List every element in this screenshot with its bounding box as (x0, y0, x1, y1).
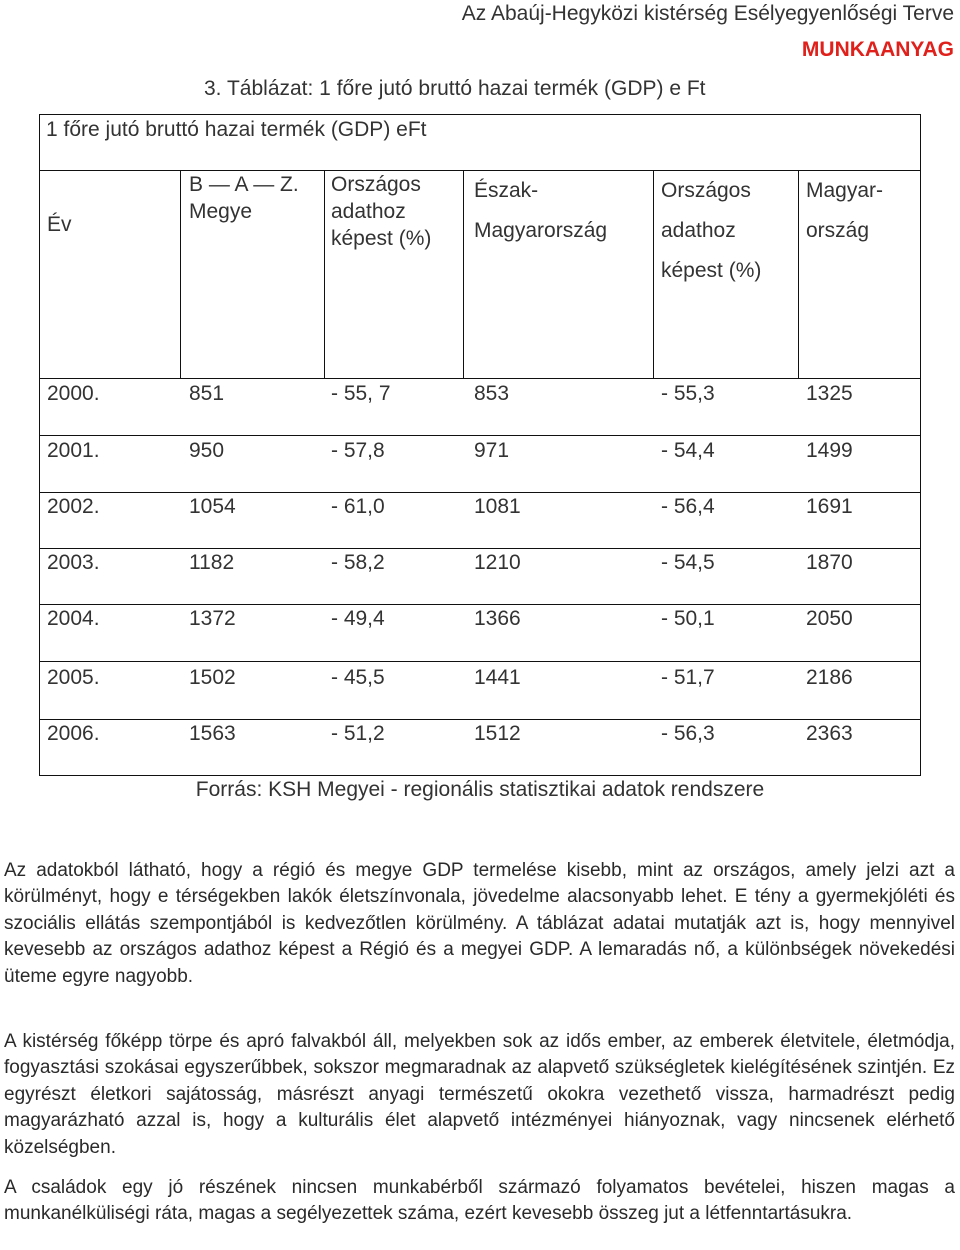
cell-county-pct: - 58,2 (331, 551, 385, 574)
cell-country: 2050 (806, 607, 853, 630)
cell-country: 2186 (806, 666, 853, 689)
row-divider (39, 435, 921, 436)
col-header-county-pct-line3: képest (%) (331, 227, 432, 250)
cell-country: 1499 (806, 439, 853, 462)
col-header-region (474, 171, 607, 251)
cell-region: 853 (474, 382, 510, 405)
cell-county: 1054 (189, 495, 236, 518)
draft-status-label: MUNKAANYAG (801, 38, 954, 61)
cell-county: 1372 (189, 607, 236, 630)
cell-county-pct: - 45,5 (331, 666, 385, 689)
row-divider (39, 719, 921, 720)
header-divider-3 (463, 170, 464, 378)
cell-country: 2363 (806, 722, 853, 745)
col-header-region-line1: Észak- (474, 179, 539, 202)
cell-country: 1691 (806, 495, 853, 518)
header-row-divider (39, 378, 921, 379)
header-divider-4 (653, 170, 654, 378)
cell-region: 971 (474, 439, 510, 462)
cell-region: 1512 (474, 722, 521, 745)
cell-year: 2002. (47, 495, 100, 518)
table-border-right (920, 114, 921, 776)
cell-region: 1081 (474, 495, 521, 518)
col-header-region-pct-line1: Országos (661, 179, 751, 202)
gdp-table (39, 114, 921, 776)
cell-county: 851 (189, 382, 225, 405)
cell-year: 2000. (47, 382, 100, 405)
cell-region-pct: - 56,4 (661, 495, 715, 518)
header-divider-2 (324, 170, 325, 378)
cell-region-pct: - 55,3 (661, 382, 715, 405)
cell-county: 1563 (189, 722, 236, 745)
table-caption: 3. Táblázat: 1 főre jutó bruttó hazai termék (GDP) e Ft (204, 77, 706, 100)
cell-region-pct: - 54,5 (661, 551, 715, 574)
document-title: Az Abaúj-Hegyközi kistérség Esélyegyenlőségi Terve (461, 2, 954, 25)
row-divider (39, 492, 921, 493)
col-header-county (189, 171, 299, 225)
row-divider (39, 661, 921, 662)
cell-county: 1182 (189, 551, 235, 574)
paragraph-family-income: A családok egy jó részének nincsen munkabérből származó folyamatos bevételei, hiszen magas a munkanélküliségi ráta, magas a segélyezettek száma, ezért kevesebb összeg jut a létfenntartásukra. (4, 1177, 955, 1225)
cell-region-pct: - 50,1 (661, 607, 715, 630)
cell-region: 1366 (474, 607, 521, 630)
col-header-county-line2: Megye (189, 200, 253, 223)
col-header-county-pct (331, 171, 431, 252)
table-source-note: Forrás: KSH Megyei - regionális statisztikai adatok rendszere (195, 778, 765, 801)
col-header-county-pct-line2: adathoz (331, 200, 406, 223)
cell-region: 1210 (474, 551, 521, 574)
col-header-region-pct (661, 171, 761, 291)
cell-county-pct: - 55, 7 (331, 382, 391, 405)
paragraph-settlement-structure: A kistérség főképp törpe és apró falvakból áll, melyekben sok az idős ember, az emberek életvitele, életmódja, fogyasztási szokásai egyszerűbbek, sokszor megmaradnak az alapvető szükségletek kielégítésének szintjén. Ez egyrészt életkori sajátosság, másrészt anyagi természetű okokra vezethető vissza, harmadrészt pedig magyarázható azzal is, hogy a kulturális élet alapvető intézményei hiányoznak, vagy nincsenek elérhető közelségben. (4, 1031, 955, 1158)
col-header-county-pct-line1: Országos (331, 173, 421, 196)
cell-region-pct: - 51,7 (661, 666, 715, 689)
col-header-country-line1: Magyar- (806, 179, 884, 202)
table-border-left (39, 114, 40, 776)
cell-year: 2005. (47, 666, 100, 689)
cell-year: 2006. (47, 722, 100, 745)
col-header-year: Év (47, 213, 72, 236)
row-divider (39, 548, 921, 549)
paragraph-gdp-analysis: Az adatokból látható, hogy a régió és megye GDP termelése kisebb, mint az országos, amely jelzi azt a körülményt, hogy e térségekben lakók életszínvonala, jövedelme alacsonyabb lehet. E tény a gyermekjóléti és szociális ellátás szempontjából is kedvezőtlen körülmény. A táblázat adatai mutatják azt is, hogy mennyivel kevesebb az országos adathoz képest a Régió és a megyei GDP. A lemaradás nő, a különbségek növekedési üteme egyre nagyobb. (4, 860, 955, 987)
header-divider-5 (798, 170, 799, 378)
col-header-country (806, 171, 883, 251)
table-title-row: 1 főre jutó bruttó hazai termék (GDP) eFt (46, 118, 427, 141)
cell-country: 1325 (806, 382, 853, 405)
cell-county-pct: - 51,2 (331, 722, 385, 745)
col-header-region-line2: Magyarország (474, 219, 608, 242)
cell-region: 1441 (474, 666, 521, 689)
cell-year: 2004. (47, 607, 100, 630)
cell-county-pct: - 61,0 (331, 495, 385, 518)
col-header-region-pct-line2: adathoz (661, 219, 736, 242)
col-header-county-line1: B — A — Z. (189, 173, 299, 196)
table-border-bottom (39, 775, 921, 776)
cell-country: 1870 (806, 551, 853, 574)
cell-year: 2001. (47, 439, 100, 462)
table-border-top (39, 114, 921, 115)
col-header-region-pct-line3: képest (%) (661, 259, 762, 282)
cell-year: 2003. (47, 551, 100, 574)
cell-county: 1502 (189, 666, 236, 689)
cell-county: 950 (189, 439, 225, 462)
col-header-country-line2: ország (806, 219, 870, 242)
cell-county-pct: - 49,4 (331, 607, 385, 630)
header-divider-1 (180, 170, 181, 378)
row-divider (39, 604, 921, 605)
cell-county-pct: - 57,8 (331, 439, 385, 462)
cell-region-pct: - 56,3 (661, 722, 715, 745)
cell-region-pct: - 54,4 (661, 439, 715, 462)
